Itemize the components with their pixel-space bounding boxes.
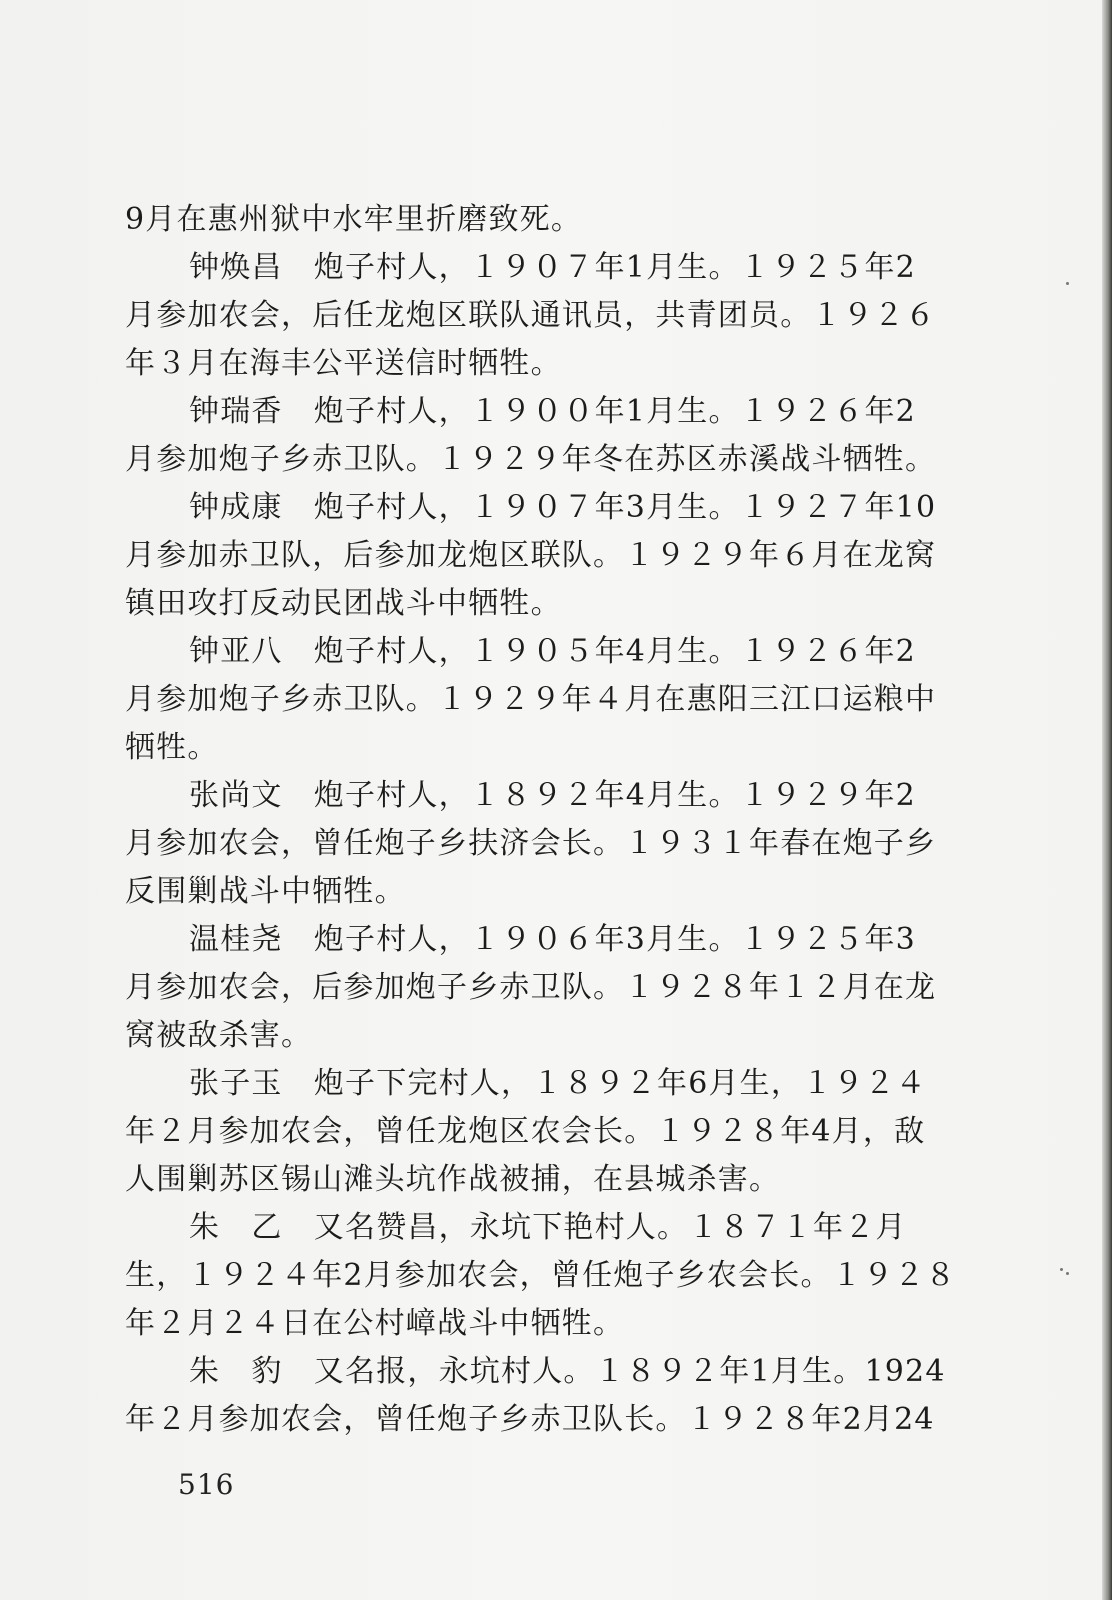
text-line: 牺牲。 xyxy=(125,730,219,765)
text-line: 窝被敌杀害。 xyxy=(125,1018,313,1053)
text-line: 朱 乙 又名赞昌，永坑下艳村人。１８７１年２月 xyxy=(189,1210,907,1245)
text-line: 月参加赤卫队，后参加龙炮区联队。１９２９年６月在龙窝 xyxy=(125,538,937,573)
text-line: 月参加农会，后任龙炮区联队通讯员，共青团员。１９２６ xyxy=(125,298,937,333)
text-line: 反围剿战斗中牺牲。 xyxy=(125,874,406,909)
text-line: 钟成康 炮子村人，１９０７年3月生。１９２７年10 xyxy=(189,490,937,525)
text-line: 月参加农会，后参加炮子乡赤卫队。１９２８年１２月在龙 xyxy=(125,970,937,1005)
text-line: 年２月参加农会，曾任炮子乡赤卫队长。１９２８年2月24 xyxy=(125,1402,935,1437)
body-text xyxy=(125,196,987,1444)
page-edge-shadow xyxy=(1102,0,1112,1600)
text-line: 月参加炮子乡赤卫队。１９２９年冬在苏区赤溪战斗牺牲。 xyxy=(125,442,937,477)
text-line: 张尚文 炮子村人，１８９２年4月生。１９２９年2 xyxy=(189,778,916,813)
text-line: 张子玉 炮子下完村人，１８９２年6月生，１９２４ xyxy=(189,1066,927,1101)
text-line: 生，１９２４年2月参加农会，曾任炮子乡农会长。１９２８ xyxy=(125,1258,957,1293)
scan-speck xyxy=(1066,1272,1069,1275)
text-line: 月参加炮子乡赤卫队。１９２９年４月在惠阳三江口运粮中 xyxy=(125,682,937,717)
text-line: 年２月２４日在公村嶂战斗中牺牲。 xyxy=(125,1306,625,1341)
text-line: 月参加农会，曾任炮子乡扶济会长。１９３１年春在炮子乡 xyxy=(125,826,937,861)
text-line: 年３月在海丰公平送信时牺牲。 xyxy=(125,346,562,381)
text-line: 温桂尧 炮子村人，１９０６年3月生。１９２５年3 xyxy=(189,922,916,957)
text-line: 朱 豹 又名报，永坑村人。１８９２年1月生。1924 xyxy=(189,1354,946,1389)
text-line: 钟亚八 炮子村人，１９０５年4月生。１９２６年2 xyxy=(189,634,916,669)
text-line: 钟焕昌 炮子村人，１９０７年1月生。１９２５年2 xyxy=(189,250,916,285)
text-line: 镇田攻打反动民团战斗中牺牲。 xyxy=(125,586,562,621)
text-line: 人围剿苏区锡山滩头坑作战被捕，在县城杀害。 xyxy=(125,1162,781,1197)
text-line: 钟瑞香 炮子村人，１９００年1月生。１９２６年2 xyxy=(189,394,916,429)
page-number: 516 xyxy=(178,1468,235,1501)
text-line: 年２月参加农会，曾任龙炮区农会长。１９２８年4月，敌 xyxy=(125,1114,926,1149)
scan-speck xyxy=(1060,1268,1063,1271)
text-line: 9月在惠州狱中水牢里折磨致死。 xyxy=(125,202,583,237)
scan-speck xyxy=(1066,282,1069,285)
